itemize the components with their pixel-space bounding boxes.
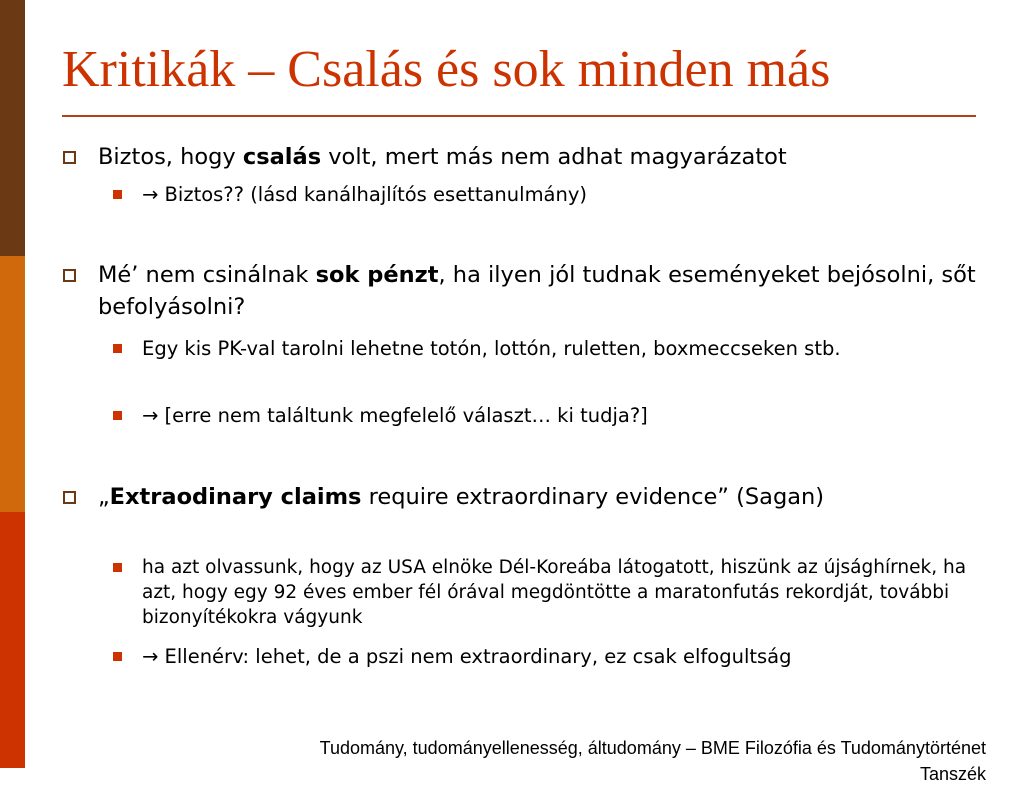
bullet-item-1 [98, 141, 978, 173]
bullet-item-2-text-pre: Mé’ nem csinálnak [98, 262, 316, 288]
bullet-item-1-sub-1 [142, 180, 992, 209]
bullet-item-3-text-pre: „ [98, 484, 110, 510]
bullet-item-1-text-post: volt, mert más nem adhat magyarázatot [321, 144, 787, 170]
bullet-item-3-sub-1 [142, 555, 992, 630]
bullet-item-3-sub-1-text: ha azt olvassunk, hogy az USA elnöke Dél-Koreába látogatott, hiszünk az újsághírnek, ha azt, hogy egy 92 éves ember fél órával megdöntötte a maratonfutás rekordját, további bizonyítékokra vágyunk [142, 557, 967, 628]
sidebar-segment-bottom [0, 512, 25, 768]
bullet-item-1-sub-1-text: → Biztos?? (lásd kanálhajlítós esettanulmány) [142, 183, 588, 206]
sidebar-segment-middle [0, 256, 25, 512]
square-bullet-icon [113, 411, 122, 420]
bullet-item-3-sub-2 [142, 642, 902, 671]
square-bullet-icon [113, 563, 122, 572]
square-bullet-icon [113, 652, 122, 661]
slide-footer: Tudomány, tudományellenesség, áltudomány – BME Filozófia és Tudománytörténet Tanszék [319, 738, 986, 784]
bullet-item-2-text-post: , ha ilyen jól tudnak eseményeket bejósolni, sőt befolyásolni? [98, 262, 976, 320]
bullet-item-3 [98, 481, 918, 513]
hollow-square-bullet-icon [63, 151, 76, 164]
bullet-item-3-sub-2-text: → Ellenérv: lehet, de a pszi nem extraordinary, ez csak elfogultság [142, 645, 792, 668]
slide-title: Kritikák – Csalás és sok minden más [62, 41, 831, 98]
bullet-item-1-text-bold: csalás [242, 144, 322, 170]
bullet-item-2-sub-1 [142, 334, 842, 363]
square-bullet-icon [113, 190, 122, 199]
bullet-item-2-sub-2 [142, 401, 992, 430]
sidebar-segment-top [0, 0, 25, 256]
bullet-item-3-text-bold: Extraodinary claims [109, 484, 362, 510]
bullet-item-2-sub-1-text: Egy kis PK-val tarolni lehetne totón, lottón, ruletten, boxmeccseken stb. [142, 337, 841, 360]
bullet-item-3-text-post: require extraordinary evidence” (Sagan) [361, 484, 825, 510]
bullet-item-1-text-pre: Biztos, hogy [98, 144, 243, 170]
hollow-square-bullet-icon [63, 269, 76, 282]
bullet-item-2-text-bold: sok pénzt [315, 262, 439, 288]
bullet-item-2 [98, 259, 978, 323]
sidebar-decoration [0, 0, 25, 768]
bullet-item-2-sub-2-text: → [erre nem találtunk megfelelő választ… ki tudja?] [142, 404, 648, 427]
square-bullet-icon [113, 344, 122, 353]
title-divider [62, 115, 976, 117]
hollow-square-bullet-icon [63, 491, 76, 504]
